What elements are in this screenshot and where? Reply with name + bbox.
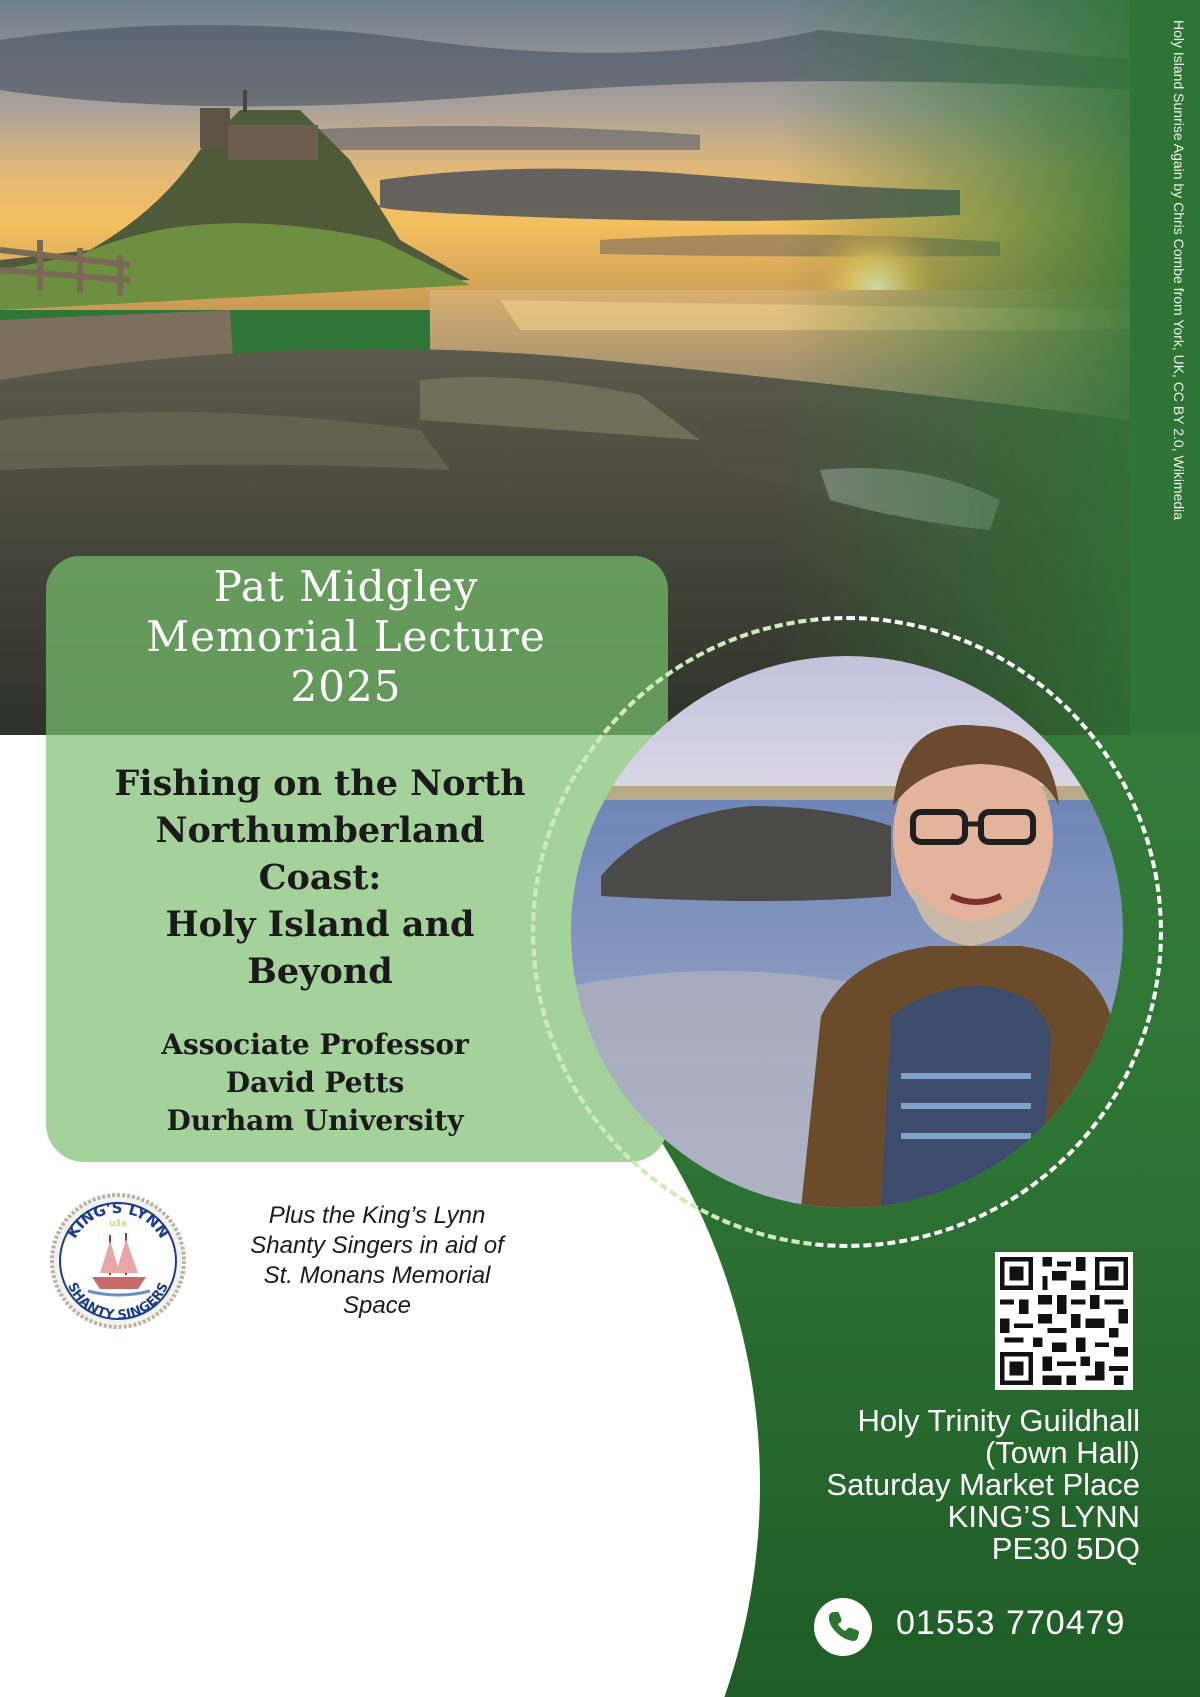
qr-code-art (995, 1252, 1133, 1390)
lecture-line-4: Holy Island and (165, 904, 475, 945)
speaker-role: Associate Professor (161, 1028, 469, 1061)
venue-line-2: (Town Hall) (984, 1435, 1140, 1470)
phone-number[interactable]: 01553 770479 (896, 1604, 1126, 1642)
date-prefix: Wednesday 19 (54, 1441, 276, 1477)
lecture-line-2: Northumberland (155, 810, 485, 851)
shanty-note (212, 1201, 542, 1321)
event-date (54, 1437, 615, 1478)
lecture-line-3: Coast: (258, 857, 382, 898)
shanty-line-4: Space (342, 1292, 412, 1319)
lecture-title (60, 760, 580, 995)
logo-bottom-text: SHANTY SINGERS (64, 1280, 172, 1324)
venue-line-1: Holy Trinity Guildhall (857, 1403, 1140, 1438)
speaker-photo (571, 656, 1123, 1208)
phone-icon (814, 1598, 872, 1656)
shanty-singers-logo (50, 1193, 186, 1329)
shanty-line-1: Plus the King’s Lynn (268, 1202, 486, 1229)
speaker-name: David Petts (225, 1066, 405, 1099)
shanty-line-3: St. Monans Memorial (263, 1262, 491, 1289)
logo-badge: u3a (109, 1219, 127, 1229)
phone-icon-art (814, 1598, 872, 1656)
lecture-line-5: Beyond (247, 951, 393, 992)
photo-credit: Holy Island Sunrise Again by Chris Combe from York, UK, CC BY 2.0, Wikimedia (1171, 20, 1187, 521)
logo-top-text: KING'S LYNN (63, 1198, 173, 1242)
venue-line-4: KING’S LYNN (947, 1499, 1140, 1534)
title-line-1: Pat Midgley (213, 562, 479, 611)
venue-address (700, 1405, 1140, 1565)
shanty-line-2: Shanty Singers in aid of (250, 1232, 504, 1259)
title-line-2: Memorial Lecture (146, 612, 546, 661)
lecture-line-1: Fishing on the North (114, 763, 526, 804)
ticket-price: £10 (54, 1513, 105, 1546)
lecture-series-title (46, 562, 646, 712)
proceeds-line-2: and St. Monans Memorial Garden Project (54, 1619, 562, 1649)
speaker-photo-art (571, 656, 1123, 1208)
speaker-affiliation: Durham University (166, 1104, 464, 1137)
speaker-info (70, 1026, 560, 1140)
date-suffix: th (275, 1437, 295, 1459)
proceeds-line-1: Proceedings to True’s Yard Fisherfolk Museum (54, 1587, 632, 1617)
venue-line-5: PE30 5DQ (991, 1531, 1140, 1566)
proceeds-note (54, 1586, 734, 1650)
title-line-3: 2025 (290, 662, 402, 711)
shanty-singers-logo-art (50, 1193, 186, 1329)
date-rest: November, 6-8.30pm (294, 1441, 615, 1477)
qr-code[interactable] (995, 1252, 1133, 1390)
venue-line-3: Saturday Market Place (826, 1467, 1140, 1502)
